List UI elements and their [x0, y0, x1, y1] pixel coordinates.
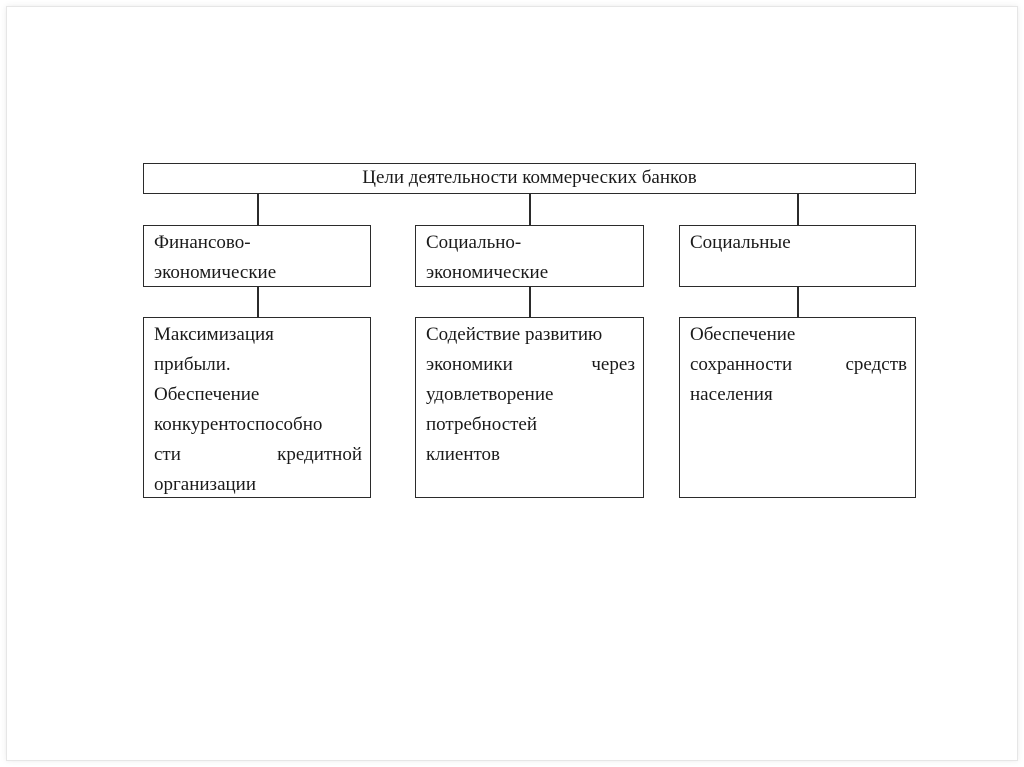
root-node [143, 163, 916, 194]
goal-box-socioeconomic [415, 317, 644, 498]
goal-line: прибыли. [154, 354, 231, 375]
connector-root-to-col3 [797, 194, 799, 225]
goal-box-financial [143, 317, 371, 498]
connector-col3-header-to-body [797, 287, 799, 317]
goal-line: удовлетворение [426, 384, 554, 405]
category-header-social [679, 225, 916, 287]
connector-col1-header-to-body [257, 287, 259, 317]
goal-line: сохранности средств [690, 354, 907, 375]
goal-line: организации [154, 474, 257, 495]
header-line: Социальные [690, 232, 791, 253]
goal-line: Содействие развитию [426, 324, 603, 345]
header-line: экономические [154, 262, 277, 283]
goal-line: сти кредитной [154, 444, 362, 465]
goal-line: конкурентоспособно [154, 414, 323, 435]
goal-line: клиентов [426, 444, 501, 465]
goal-line: Обеспечение [154, 384, 260, 405]
root-title: Цели деятельности коммерческих банков [362, 167, 697, 188]
connector-col2-header-to-body [529, 287, 531, 317]
header-line: Финансово- [154, 232, 251, 253]
connector-root-to-col2 [529, 194, 531, 225]
header-line: Социально- [426, 232, 522, 253]
category-header-financial [143, 225, 371, 287]
goal-line: Максимизация [154, 324, 274, 345]
goal-line: потребностей [426, 414, 538, 435]
goal-line: экономики через [426, 354, 635, 375]
goal-box-social [679, 317, 916, 498]
goal-line: населения [690, 384, 773, 405]
header-line: экономические [426, 262, 549, 283]
category-header-socioeconomic [415, 225, 644, 287]
connector-root-to-col1 [257, 194, 259, 225]
goal-line: Обеспечение [690, 324, 796, 345]
